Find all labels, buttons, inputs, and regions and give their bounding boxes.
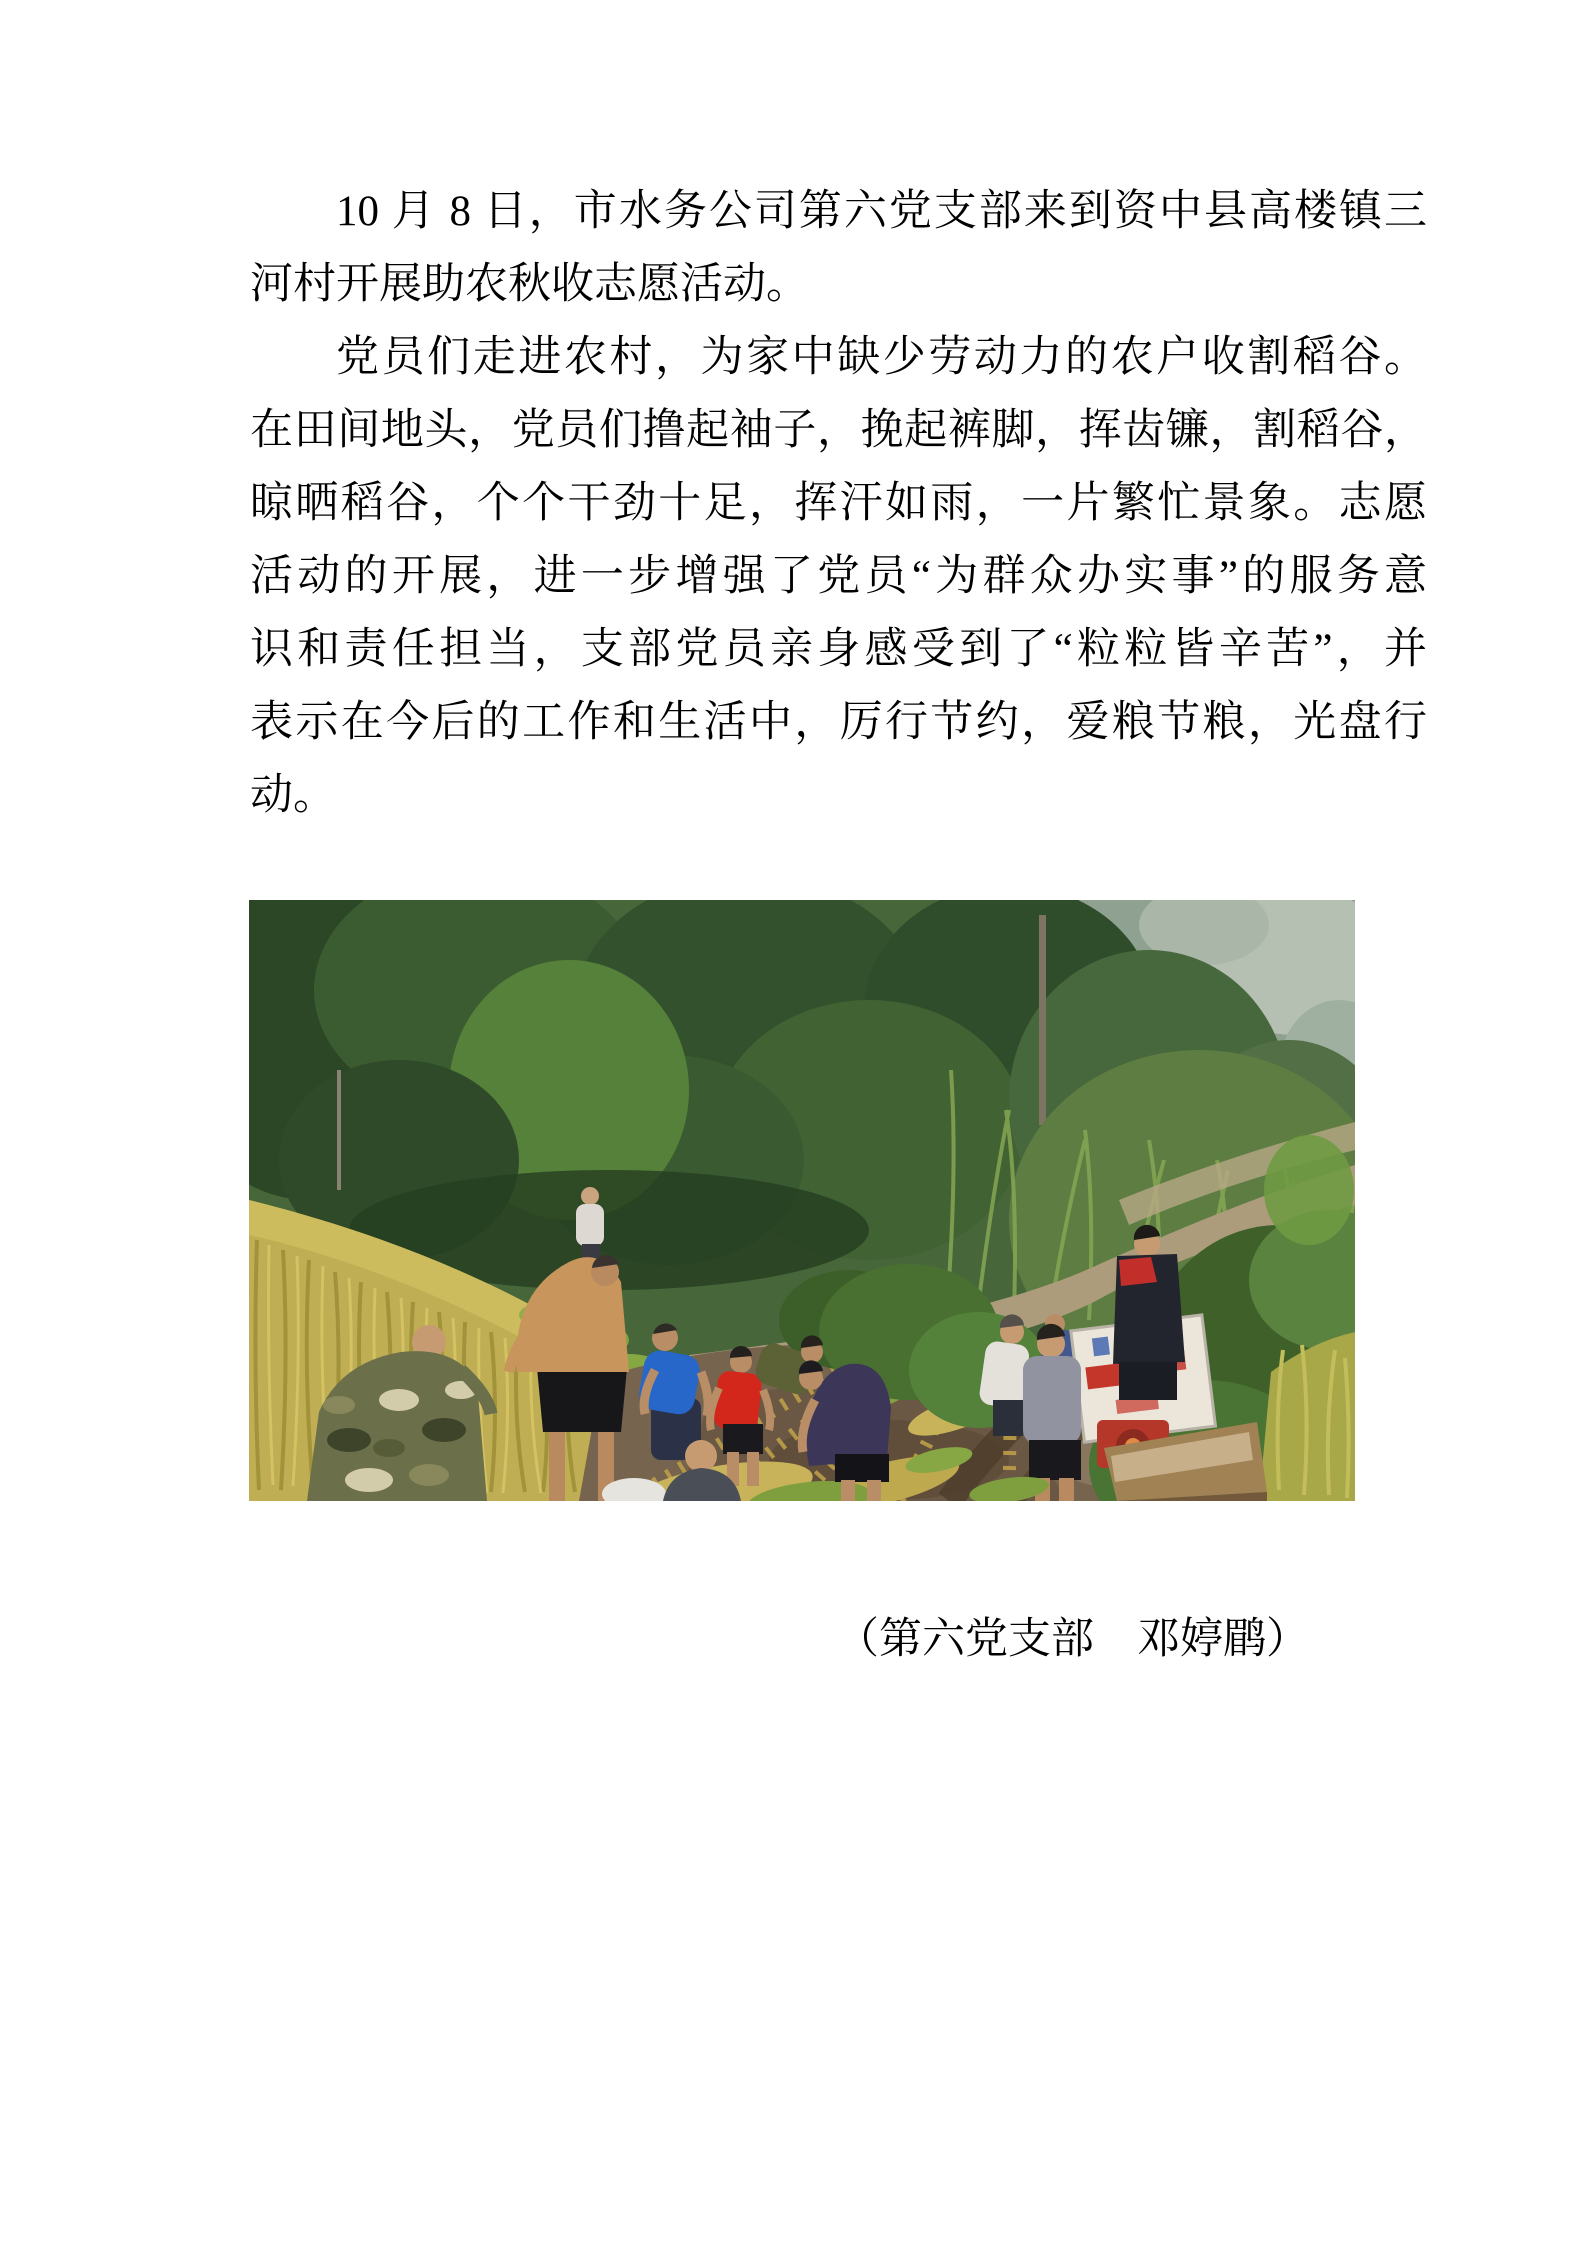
paragraph-line: 活动的开展，进一步增强了党员“为群众办实事”的服务意 xyxy=(250,553,1427,600)
paragraph-line: 河村开展助农秋收志愿活动。 xyxy=(250,261,809,308)
paragraph-line: 党员们走进农村，为家中缺少劳动力的农户收割稻谷。 xyxy=(336,334,1427,381)
paragraph-line: 识和责任担当，支部党员亲身感受到了“粒粒皆辛苦”，并 xyxy=(250,626,1427,673)
byline-signature: （第六党支部 邓婷鹛） xyxy=(836,1616,1309,1663)
harvest-photo xyxy=(249,900,1355,1501)
article-body xyxy=(250,175,1427,832)
paragraph-line: 在田间地头，党员们撸起袖子，挽起裤脚，挥齿镰，割稻谷， xyxy=(250,407,1427,454)
harvest-photo-illustration xyxy=(249,900,1355,1501)
paragraph-line: 动。 xyxy=(250,772,336,819)
paragraph-line: 晾晒稻谷，个个干劲十足，挥汗如雨，一片繁忙景象。志愿 xyxy=(250,480,1427,527)
paragraph-line: 表示在今后的工作和生活中，厉行节约，爱粮节粮，光盘行 xyxy=(250,699,1427,746)
paragraph-line: 10 月 8 日，市水务公司第六党支部来到资中县高楼镇三 xyxy=(336,188,1427,235)
